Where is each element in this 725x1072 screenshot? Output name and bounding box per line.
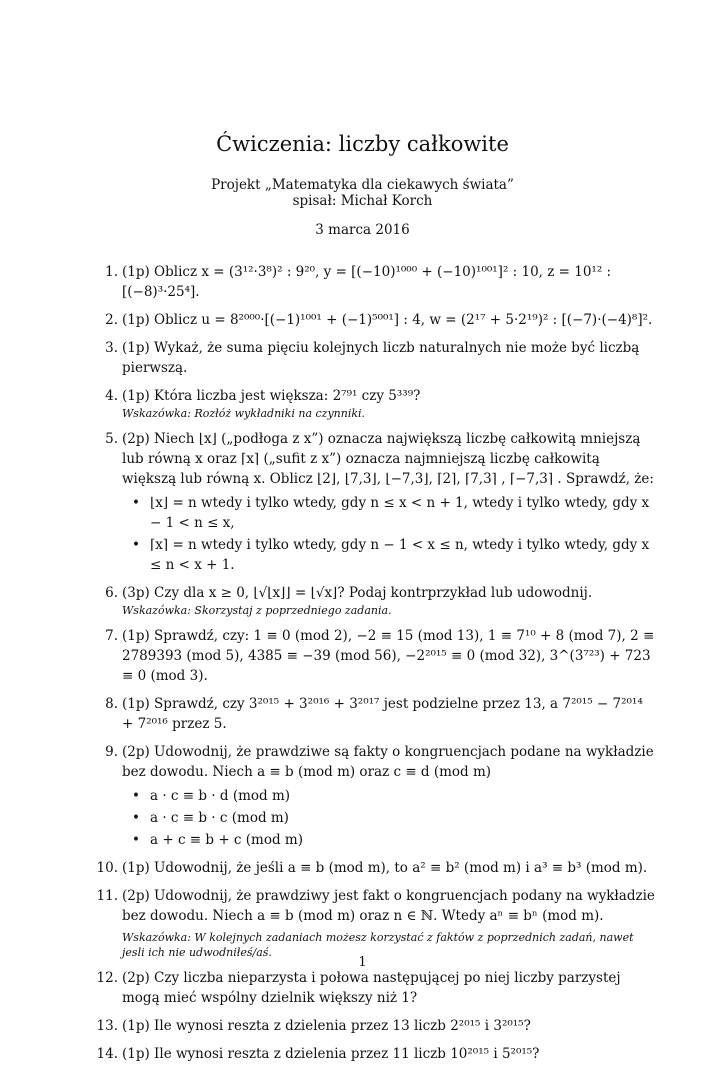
bullet-item: • a · c ≡ b · c (mod m) (132, 810, 289, 826)
exercise-item (96, 386, 656, 421)
exercise-number: 10. (96, 860, 118, 876)
author: spisał: Michał Korch (292, 193, 433, 209)
exercise-text: (1p) Sprawdź, czy 3²⁰¹⁵ + 3²⁰¹⁶ + 3²⁰¹⁷ jest podzielne przez 13, a 7²⁰¹⁵ − 7²⁰¹⁴ + 7²⁰¹⁶ przez 5. (122, 696, 643, 732)
exercise-item (96, 858, 656, 878)
project-name: Projekt „Matematyka dla ciekawych świata” (211, 177, 514, 193)
exercise-text: (1p) Wykaż, że suma pięciu kolejnych liczb naturalnych nie może być liczbą pierwszą. (122, 340, 640, 376)
exercise-number: 9. (105, 744, 118, 760)
bullet-dot-icon: • (132, 537, 140, 553)
exercise-item (96, 429, 656, 575)
exercise-number: 5. (105, 431, 118, 447)
exercise-hint: Wskazówka: Skorzystaj z poprzedniego zadania. (122, 604, 392, 617)
exercise-number: 6. (105, 585, 118, 601)
exercise-hint: Wskazówka: Rozłóż wykładniki na czynniki. (122, 407, 366, 420)
exercise-text: (1p) Która liczba jest większa: 2⁷⁹¹ czy 5³³⁹? (122, 388, 421, 404)
exercise-item (96, 338, 656, 378)
exercise-number: 3. (105, 340, 118, 356)
exercise-text: (2p) Niech ⌊x⌋ („podłoga z x”) oznacza największą liczbę całkowitą mniejszą lub równą x oraz ⌈x⌉ („sufit z x”) oznacza najmniejszą liczbę całkowitą większą lub równą x. Oblicz ⌊2⌋, ⌊7,3⌋, ⌊−7,3⌋, ⌈2⌉, ⌈7,3⌉ , ⌈−7,3⌉ . Sprawdź, że: (122, 431, 654, 487)
bullet-dot-icon: • (132, 495, 140, 511)
document-title: Ćwiczenia: liczby całkowite (216, 132, 509, 156)
bullet-dot-icon: • (132, 832, 140, 848)
exercise-number: 12. (96, 970, 118, 986)
exercise-text: (1p) Ile wynosi reszta z dzielenia przez 11 liczb 10²⁰¹⁵ i 5²⁰¹⁵? (122, 1046, 540, 1062)
exercise-number: 8. (105, 696, 118, 712)
exercise-number: 2. (105, 312, 118, 328)
bullet-item: • ⌊x⌋ = n wtedy i tylko wtedy, gdy n ≤ x < n + 1, wtedy i tylko wtedy, gdy x − 1 < n ≤ x, (132, 495, 650, 531)
exercise-item (96, 310, 656, 330)
exercise-item (96, 583, 656, 618)
exercise-item (96, 626, 656, 686)
exercise-text: (1p) Oblicz u = 8²⁰⁰⁰·[(−1)¹⁰⁰¹ + (−1)⁵⁰⁰¹] : 4, w = (2¹⁷ + 5·2¹⁹)² : [(−7)·(−4)⁸]². (122, 312, 653, 328)
bullet-list (122, 786, 656, 850)
exercise-item (96, 1044, 656, 1064)
exercise-item (96, 1016, 656, 1036)
exercise-item (96, 968, 656, 1008)
bullet-dot-icon: • (132, 788, 140, 804)
bullet-item: • a · c ≡ b · d (mod m) (132, 788, 291, 804)
bullet-item: • ⌈x⌉ = n wtedy i tylko wtedy, gdy n − 1 < x ≤ n, wtedy i tylko wtedy, gdy x ≤ n < x + 1. (132, 537, 650, 573)
exercise-text: (2p) Udowodnij, że prawdziwe są fakty o kongruencjach podane na wykładzie bez dowodu. Niech a ≡ b (mod m) oraz c ≡ d (mod m) (122, 744, 654, 780)
exercise-number: 1. (105, 264, 118, 280)
exercise-item (96, 742, 656, 850)
exercise-text: (3p) Czy dla x ≥ 0, ⌊√⌊x⌋⌋ = ⌊√x⌋? Podaj kontrprzykład lub udowodnij. (122, 585, 593, 601)
exercise-text: (1p) Ile wynosi reszta z dzielenia przez 13 liczb 2²⁰¹⁵ i 3²⁰¹⁵? (122, 1018, 531, 1034)
exercise-hint: Wskazówka: W kolejnych zadaniach możesz korzystać z faktów z poprzednich zadań, nawet jesli ich nie udwodniłeś/aś. (122, 931, 634, 959)
exercise-text: (1p) Oblicz x = (3¹²·3⁸)² : 9²⁰, y = [(−10)¹⁰⁰⁰ + (−10)¹⁰⁰¹]² : 10, z = 10¹² : [(−8)³·25⁴]. (122, 264, 612, 300)
exercise-list (96, 262, 656, 1072)
exercise-item (96, 262, 656, 302)
page-number: 1 (358, 955, 367, 970)
exercise-item (96, 886, 656, 960)
exercise-text: (1p) Sprawdź, czy: 1 ≡ 0 (mod 2), −2 ≡ 15 (mod 13), 1 ≡ 7¹⁰ + 8 (mod 7), 2 ≡ 2789393 (mod 5), 4385 ≡ −39 (mod 56), −2²⁰¹⁵ ≡ 0 (mod 32), 3^(3⁷²³) + 723 ≡ 0 (mod 3). (122, 628, 655, 684)
exercise-text: (2p) Czy liczba nieparzysta i połowa następującej po niej liczby parzystej mogą mieć wspólny dzielnik większy niż 1? (122, 970, 621, 1006)
exercise-number: 7. (105, 628, 118, 644)
exercise-number: 4. (105, 388, 118, 404)
exercise-number: 11. (96, 888, 118, 904)
exercise-item (96, 694, 656, 734)
exercise-number: 14. (96, 1046, 118, 1062)
exercise-text: (2p) Udowodnij, że prawdziwy jest fakt o kongruencjach podany na wykładzie bez dowodu. Niech a ≡ b (mod m) oraz n ∈ ℕ. Wtedy aⁿ ≡ bⁿ (mod m). (122, 888, 655, 924)
bullet-list (122, 493, 656, 575)
exercise-text: (1p) Udowodnij, że jeśli a ≡ b (mod m), to a² ≡ b² (mod m) i a³ ≡ b³ (mod m). (122, 860, 648, 876)
exercise-number: 13. (96, 1018, 118, 1034)
bullet-item: • a + c ≡ b + c (mod m) (132, 832, 303, 848)
date: 3 marca 2016 (315, 222, 410, 238)
bullet-dot-icon: • (132, 810, 140, 826)
